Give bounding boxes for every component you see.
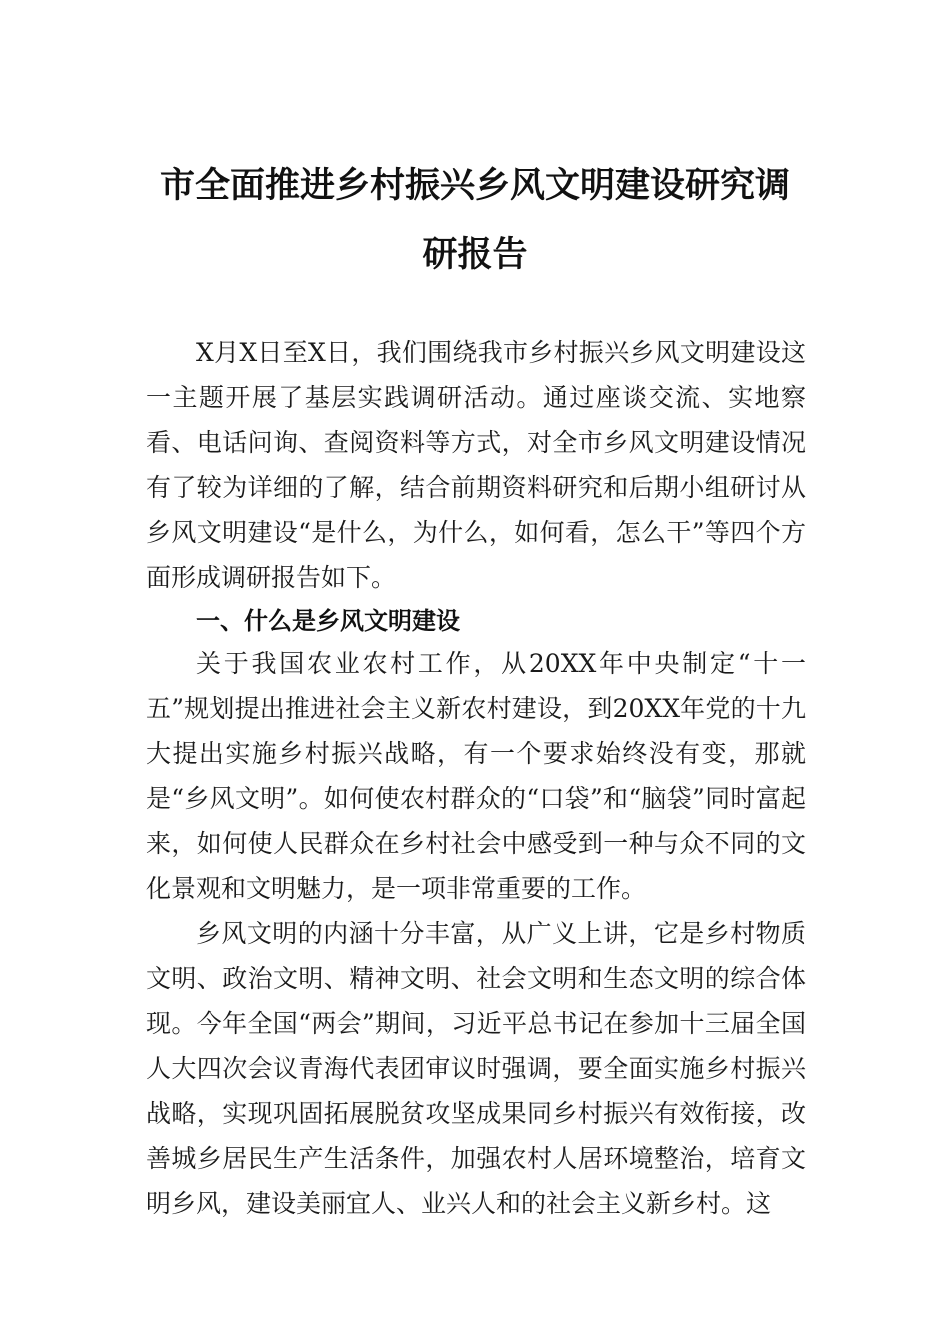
section-heading-1: 一、什么是乡风文明建设 (196, 607, 460, 635)
section1-paragraph-2: 乡风文明的内涵十分丰富，从广义上讲，它是乡村物质文明、政治文明、精神文明、社会文明和生态文明的综合体现。今年全国“两会”期间，习近平总书记在参加十三届全国人大四次会议青海代表团审议时强调，要全面实施乡村振兴战略，实现巩固拓展脱贫攻坚成果同乡村振兴有效衔接，改善城乡居民生产生活条件，加强农村人居环境整治，培育文明乡风，建设美丽宜人、业兴人和的社会主义新乡村。这 (146, 919, 806, 1218)
document-title-line-1: 市全面推进乡村振兴乡风文明建设研究调 (159, 165, 790, 206)
document-title-line-2: 研报告 (422, 234, 528, 275)
section1-paragraph-1: 关于我国农业农村工作，从20XX年中央制定“十一五”规划提出推进社会主义新农村建设，到20XX年党的十九大提出实施乡村振兴战略，有一个要求始终没有变，那就是“乡风文明”。如何使农村群众的“口袋”和“脑袋”同时富起来，如何使人民群众在乡村社会中感受到一种与众不同的文化景观和文明魅力，是一项非常重要的工作。 (146, 649, 806, 903)
intro-paragraph: X月X日至X日，我们围绕我市乡村振兴乡风文明建设这一主题开展了基层实践调研活动。通过座谈交流、实地察看、电话问询、查阅资料等方式，对全市乡风文明建设情况有了较为详细的了解，结合前期资料研究和后期小组研讨从乡风文明建设“是什么，为什么，如何看，怎么干”等四个方面形成调研报告如下。 (146, 338, 806, 592)
